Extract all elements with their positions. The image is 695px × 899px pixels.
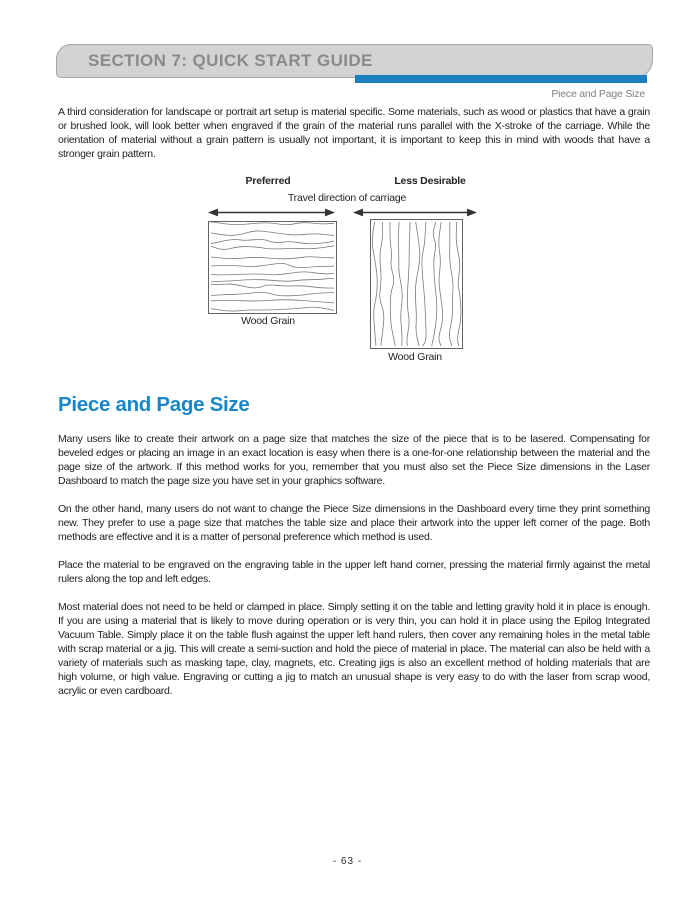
wood-grain-caption: Wood Grain <box>388 351 442 363</box>
paragraph-placement: Place the material to be engraved on the engraving table in the upper left hand corner, pressing the material firmly against the metal rulers along the top and left edges. <box>58 559 650 585</box>
wood-grain-vertical-swatch <box>370 219 463 349</box>
paragraph-intro: A third consideration for landscape or portrait art setup is material specific. Some materials, such as wood or plastics that have a grain or brushed look, will look better when engraved if the grain of the material runs parallel with the X-stroke of the carriage. While the orientation of material without a grain pattern is usually not important, it is important to keep this in mind with woods that have a stronger grain pattern. <box>58 106 650 160</box>
page-number: - 63 - <box>332 856 363 867</box>
section-header <box>56 44 653 100</box>
paragraph-holding-material: Most material does not need to be held or clamped in place. Simply setting it on the table and letting gravity hold it in place is enough. If you are using a material that is likely to move during operation or is very thin, you can hold it in place using the Epilog Integrated Vacuum Table. Simply place it on the table flush against the upper left hand rulers, then cover any remaining holes in the metal table with scrap material or a jig. This will create a semi-suction and hold the piece of material in place. The material can also be held with a variety of materials such as masking tape, clay, magnets, etc. Creating jigs is also an excellent method of holding materials that are high volume, or high value. Engraving or cutting a jig to match an unusual shape is very easy to do with the laser from scrap wood, acrylic or even cardboard. <box>58 601 650 697</box>
preferred-label: Preferred <box>245 175 291 187</box>
paragraph-page-size-match: Many users like to create their artwork on a page size that matches the size of the piece that is to be lasered. Compensating for beveled edges or placing an image in an exact location is easy when there is a one-for-one relationship between the material and the page size of the artwork. If this method works for you, remember that you must also set the Piece Size dimensions in the Laser Dashboard to match the page size you have set in your graphics software. <box>58 433 650 487</box>
piece-and-page-size-heading: Piece and Page Size <box>58 393 250 416</box>
less-desirable-label: Less Desirable <box>394 175 466 187</box>
double-arrow-icon <box>353 208 477 217</box>
grain-orientation-diagram <box>58 175 650 369</box>
section-banner <box>56 44 653 78</box>
double-arrow-icon <box>208 208 335 217</box>
page-footer <box>0 856 695 867</box>
accent-bar <box>355 75 647 83</box>
wood-grain-horizontal-swatch <box>208 221 337 314</box>
paragraph-dashboard-method: On the other hand, many users do not want to change the Piece Size dimensions in the Dashboard every time they print something new. They prefer to use a page size that matches the table size and place their artwork into the upper left corner of the page. Both methods are effective and it is a matter of personal preference which method is used. <box>58 503 650 543</box>
section-title: SECTION 7: QUICK START GUIDE <box>88 51 373 70</box>
page-content <box>58 105 650 712</box>
wood-grain-caption: Wood Grain <box>241 315 295 327</box>
travel-direction-label: Travel direction of carriage <box>287 192 407 204</box>
page-subtitle: Piece and Page Size <box>551 88 645 100</box>
